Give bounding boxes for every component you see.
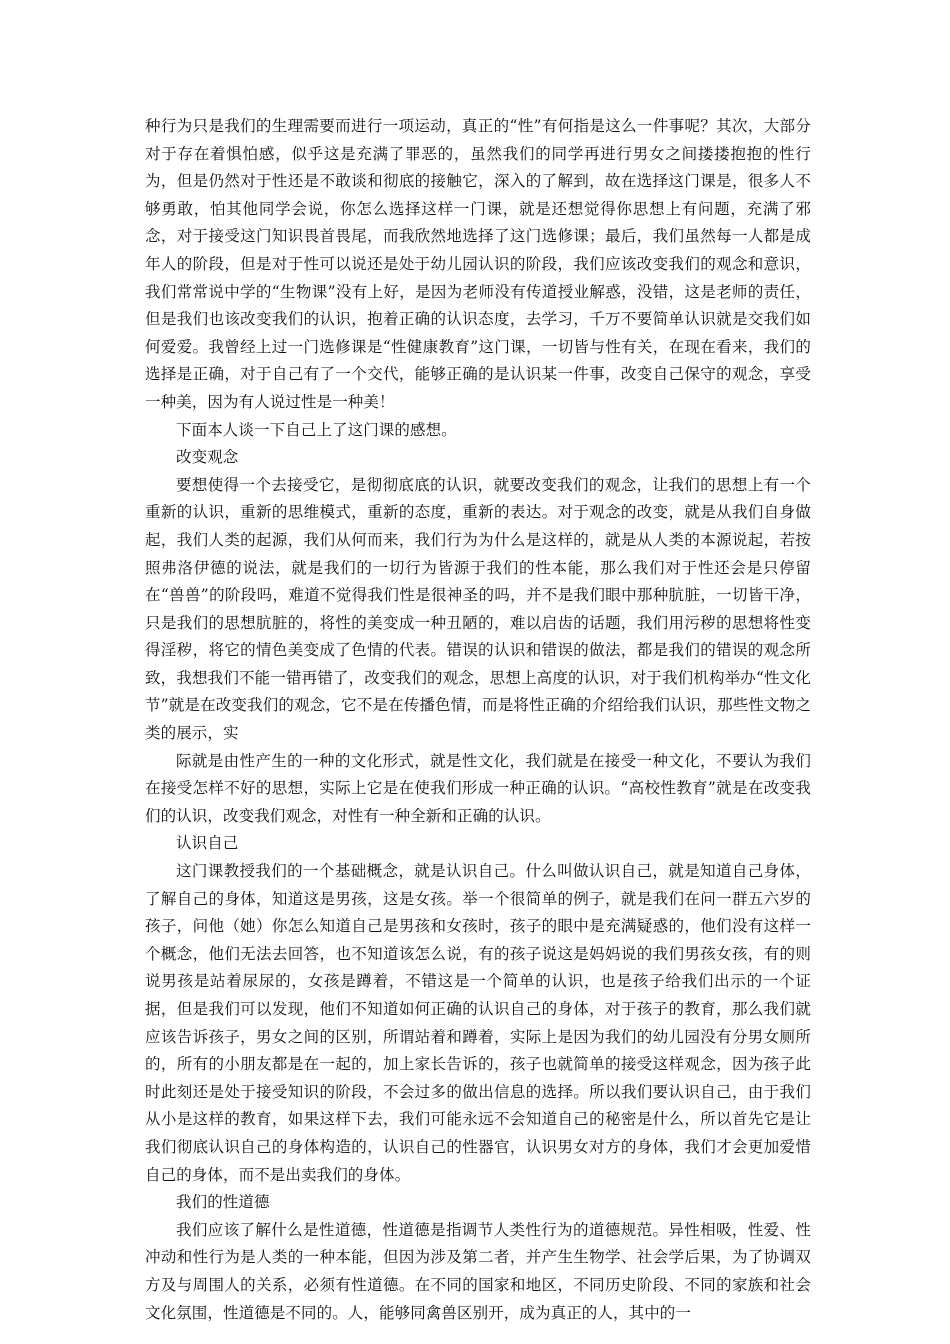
body-paragraph: 要想使得一个去接受它，是彻彻底底的认识，就要改变我们的观念，让我们的思想上有一个重新的认识，重新的思维模式，重新的态度，重新的表达。对于观念的改变，就是从我们自身做起，我们人类的起源，我们从何而来，我们行为为什么是这样的，就是从人类的本源说起，若按照弗洛伊德的说法，就是我们的一切行为皆源于我们的性本能，那么我们对于性还会是只停留在“兽兽”的阶段吗，难道不觉得我们性是很神圣的吗，并不是我们眼中那种肮脏，一切皆干净，只是我们的思想肮脏的，将性的美变成一种丑陋的，难以启齿的话题，我们用污秽的思想将性变得淫秽，将它的情色美变成了色情的代表。错误的认识和错误的做法，都是我们的错误的观念所致，我想我们不能一错再错了，改变我们的观念，思想上高度的认识，对于我们机构举办“性文化节”就是在改变我们的观念，它不是在传播色情，而是将性正确的介绍给我们认识，那些性文物之类的展示，实 bbox=[145, 475, 811, 743]
body-paragraph: 下面本人谈一下自己上了这门课的感想。 bbox=[176, 420, 457, 439]
body-paragraph: 这门课教授我们的一个基础概念，就是认识自己。什么叫做认识自己，就是知道自己身体，了解自己的身体，知道这是男孩，这是女孩。举一个很简单的例子，就是我们在问一群五六岁的孩子，问他（她）你怎么知道自己是男孩和女孩时，孩子的眼中是充满疑惑的，他们没有这样一个概念，他们无法去回答，也不知道该怎么说，有的孩子说这是妈妈说的我们男孩女孩，有的则说男孩是站着尿尿的，女孩是蹲着，不错这是一个简单的认识，也是孩子给我们出示的一个证据，但是我们可以发现，他们不知道如何正确的认识自己的身体，对于孩子的教育，那么我们就应该告诉孩子，男女之间的区别，所谓站着和蹲着，实际上是因为我们的幼儿园没有分男女厕所的，所有的小朋友都是在一起的，加上家长告诉的，孩子也就简单的接受这样观念，因为孩子此时此刻还是处于接受知识的阶段，不会过多的做出信息的选择。所以我们要认识自己，由于我们从小是这样的教育，如果这样下去，我们可能永远不会知道自己的秘密是什么，所以首先它是让我们彻底认识自己的身体构造的，认识自己的性器官，认识男女对方的身体，我们才会更加爱惜自己的身体，而不是出卖我们的身体。 bbox=[145, 862, 811, 1184]
body-paragraph: 种行为只是我们的生理需要而进行一项运动，真正的“性”有何指是这么一件事呢？其次，大部分对于存在着惧怕感，似乎这是充满了罪恶的，虽然我们的同学再进行男女之间搂搂抱抱的性行为，但是仍然对于性还是不敢谈和彻底的接触它，深入的了解到，故在选择这门课是，很多人不够勇敢，怕其他同学会说，你怎么选择这样一门课，就是还想觉得你思想上有问题，充满了邪念，对于接受这门知识畏首畏尾，而我欣然地选择了这门选修课；最后，我们虽然每一人都是成年人的阶段，但是对于性可以说还是处于幼儿园认识的阶段，我们应该改变我们的观念和意识，我们常常说中学的“生物课”没有上好，是因为老师没有传道授业解惑，没错，这是老师的责任，但是我们也该改变我们的认识，抱着正确的认识态度，去学习，千万不要简单认识就是交我们如何爱爱。我曾经上过一门选修课是“性健康教育”这门课，一切皆与性有关，在现在看来，我们的选择是正确，对于自己有了一个交代，能够正确的是认识某一件事，改变自己保守的观念，享受一种美，因为有人说过性是一种美！ bbox=[145, 117, 811, 411]
body-paragraph: 我们应该了解什么是性道德，性道德是指调节人类性行为的道德规范。异性相吸，性爱、性冲动和性行为是人类的一种本能，但因为涉及第二者，并产生生物学、社会学后果，为了协调双方及与周围人的关系，必须有性道德。在不同的国家和地区，不同历史阶段、不同的家族和社会文化氛围，性道德是不同的。人，能够同禽兽区别开，成为真正的人，其中的一 bbox=[145, 1220, 811, 1322]
document-body bbox=[145, 113, 811, 1327]
body-paragraph: 际就是由性产生的一种的文化形式，就是性文化，我们就是在接受一种文化，不要认为我们在接受怎样不好的思想，实际上它是在使我们形成一种正确的认识。“高校性教育”就是在改变我们的认识，改变我们观念，对性有一种全新和正确的认识。 bbox=[145, 751, 811, 825]
section-heading-sexual-morality: 我们的性道德 bbox=[176, 1193, 270, 1212]
section-heading-know-yourself: 认识自己 bbox=[176, 834, 239, 853]
section-heading-change-concept: 改变观念 bbox=[176, 448, 239, 467]
